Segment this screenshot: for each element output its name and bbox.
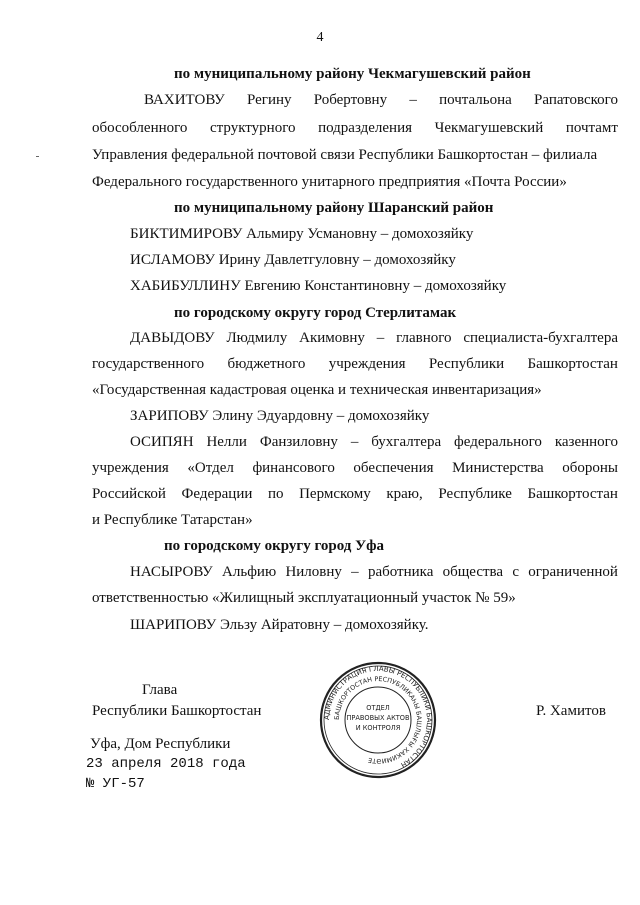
entry-osipyan-line1: ОСИПЯН Нелли Фанзиловну – бухгалтера федерального казенного: [130, 434, 618, 450]
entry-sharipova: ШАРИПОВУ Эльзу Айратовну – домохозяйку.: [130, 617, 429, 633]
entry-nasyrova-line1: НАСЫРОВУ Альфию Ниловну – работника общества с ограниченной: [130, 564, 618, 580]
entry-islamova: ИСЛАМОВУ Ирину Давлетгуловну – домохозяйку: [130, 252, 456, 268]
stamp-inner-line1: ОТДЕЛ: [366, 704, 390, 712]
section-heading-ufa: по городскому округу город Уфа: [164, 538, 385, 554]
page-number: 4: [316, 30, 324, 45]
entry-vakhitova-line4: Федерального государственного унитарного предприятия «Почта России»: [92, 174, 567, 190]
stamp-outer-text: АДМИНИСТРАЦИЯ ГЛАВЫ РЕСПУБЛИКИ БАШКОРТОСТАН: [322, 664, 434, 769]
entry-osipyan-line3: Российской Федерации по Пермскому краю, Республике Башкортостан: [92, 486, 618, 502]
entry-osipyan-line4: и Республике Татарстан»: [92, 512, 253, 528]
entry-davydova-line1: ДАВЫДОВУ Людмилу Акимовну – главного специалиста-бухгалтера: [130, 330, 618, 346]
entry-khabibullina: ХАБИБУЛЛИНУ Евгению Константиновну – домохозяйку: [130, 278, 507, 294]
signature-title-line2: Республики Башкортостан: [92, 703, 262, 719]
entry-davydova-line3: «Государственная кадастровая оценка и техническая инвентаризация»: [92, 382, 542, 398]
section-heading-sterlitamak: по городскому округу город Стерлитамак: [174, 305, 457, 321]
margin-mark: [36, 156, 39, 157]
entry-vakhitova-line1: ВАХИТОВУ Регину Робертовну – почтальона Рапатовского: [144, 92, 618, 108]
entry-vakhitova-line2: обособленного структурного подразделения Чекмагушевский почтамт: [92, 120, 618, 136]
entry-davydova-line2: государственного бюджетного учреждения Республики Башкортостан: [92, 356, 618, 372]
stamp-inner-line2: ПРАВОВЫХ АКТОВ: [346, 714, 410, 722]
section-heading-chekmagush: по муниципальному району Чекмагушевский район: [174, 66, 531, 82]
section-heading-sharan: по муниципальному району Шаранский район: [174, 200, 494, 216]
entry-zaripova: ЗАРИПОВУ Элину Эдуардовну – домохозяйку: [130, 408, 430, 424]
entry-biktimirova: БИКТИМИРОВУ Альмиру Усмановну – домохозяйку: [130, 226, 474, 242]
footer-date: 23 апреля 2018 года: [86, 756, 246, 772]
entry-osipyan-line2: учреждения «Отдел финансового обеспечения Министерства обороны: [92, 460, 618, 476]
entry-nasyrova-line2: ответственностью «Жилищный эксплуатационный участок № 59»: [92, 590, 516, 606]
signature-title-line1: Глава: [142, 682, 178, 698]
stamp-outer-text-2: БАШКОРТОСТАН РЕСПУБЛИКАҺЫ БАШЛЫҒЫ ХАКИМИӘТЕ: [332, 674, 424, 766]
stamp-inner-line3: И КОНТРОЛЯ: [355, 724, 401, 732]
entry-vakhitova-line3: Управления федеральной почтовой связи Республики Башкортостан – филиала: [92, 147, 598, 163]
official-stamp: [318, 660, 438, 780]
signature-name: Р. Хамитов: [536, 703, 606, 719]
footer-number: № УГ-57: [86, 776, 145, 792]
footer-place: Уфа, Дом Республики: [90, 736, 231, 752]
